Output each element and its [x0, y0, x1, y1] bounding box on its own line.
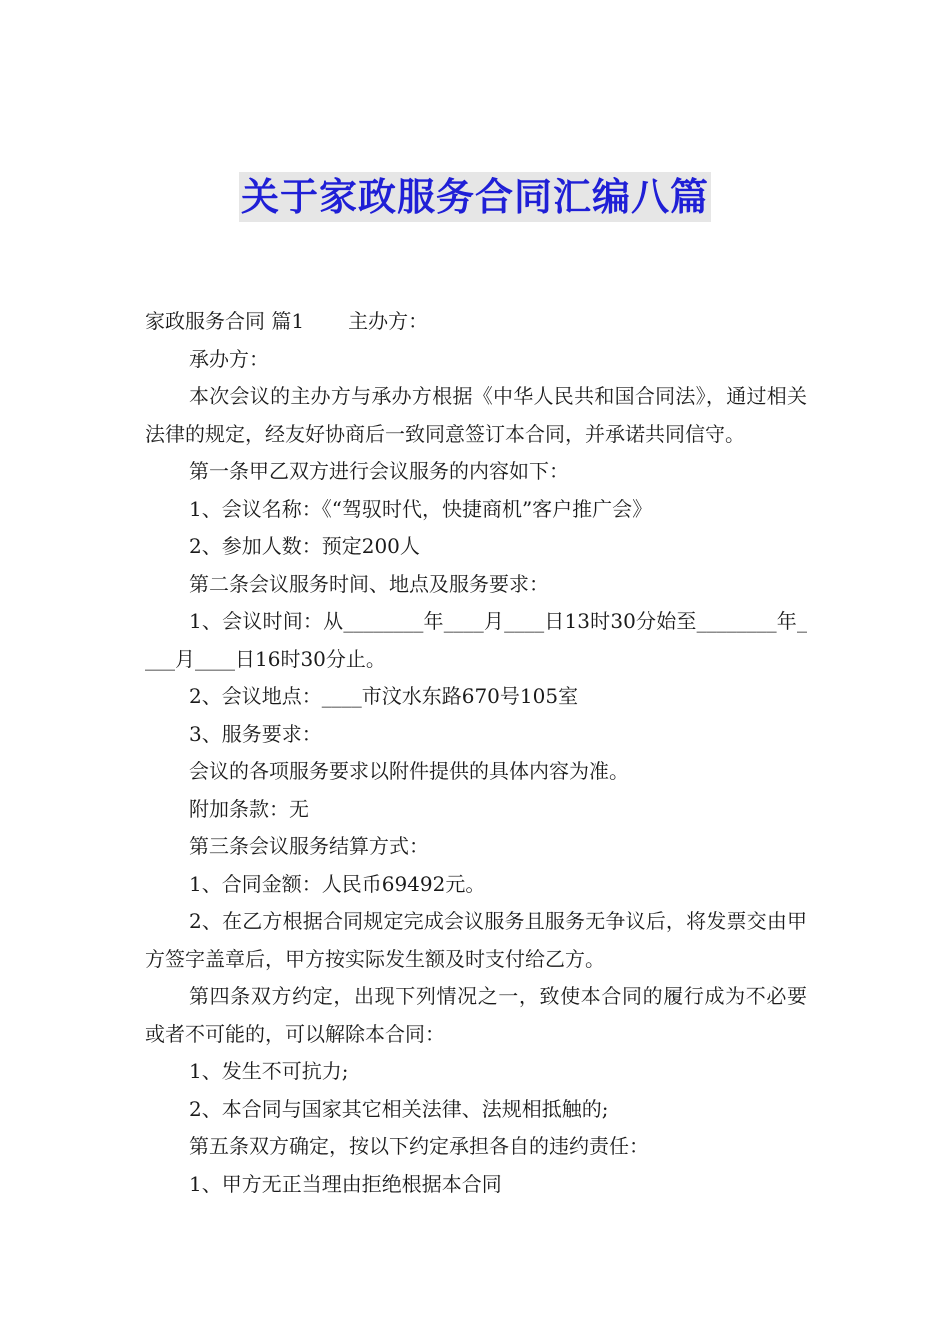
paragraph: 第三条会议服务结算方式： — [189, 834, 429, 858]
paragraph: 1、发生不可抗力; — [189, 1059, 349, 1083]
paragraph: 1、合同金额：人民币69492元。 — [189, 871, 486, 896]
title-block — [0, 172, 950, 222]
paragraph: 会议的各项服务要求以附件提供的具体内容为准。 — [189, 759, 629, 783]
paragraph: 1、会议时间：从________年____月____日13时30分始至________年____月____日16时30分止。 — [145, 609, 807, 671]
paragraph: 1、甲方无正当理由拒绝根据本合同 — [189, 1171, 502, 1196]
paragraph: 1、会议名称：《“驾驭时代，快捷商机”客户推广会》 — [189, 496, 653, 521]
paragraph-heading — [145, 303, 807, 341]
section-heading: 家政服务合同 篇1 — [145, 309, 305, 333]
paragraph: 2、会议地点：____市汶水东路670号105室 — [189, 684, 579, 708]
paragraph: 本次会议的主办方与承办方根据《中华人民共和国合同法》，通过相关法律的规定，经友好协商后一致同意签订本合同，并承诺共同信守。 — [145, 384, 807, 446]
paragraph: 2、参加人数：预定200人 — [189, 534, 420, 558]
paragraph: 承办方： — [189, 346, 269, 371]
paragraph: 3、服务要求： — [189, 721, 322, 746]
paragraph: 第二条会议服务时间、地点及服务要求： — [189, 571, 549, 596]
paragraph: 2、在乙方根据合同规定完成会议服务且服务无争议后，将发票交由甲方签字盖章后，甲方按实际发生额及时支付给乙方。 — [145, 909, 807, 971]
paragraph: 第一条甲乙双方进行会议服务的内容如下： — [189, 459, 569, 483]
paragraph: 第五条双方确定，按以下约定承担各自的违约责任： — [189, 1134, 649, 1158]
paragraph: 第四条双方约定，出现下列情况之一，致使本合同的履行成为不必要或者不可能的，可以解除本合同： — [145, 984, 807, 1046]
paragraph: 附加条款：无 — [189, 796, 309, 821]
paragraph-text: 主办方： — [348, 309, 429, 333]
document-body — [145, 303, 807, 1203]
paragraph: 2、本合同与国家其它相关法律、法规相抵触的; — [189, 1096, 609, 1121]
document-title: 关于家政服务合同汇编八篇 — [239, 172, 711, 222]
